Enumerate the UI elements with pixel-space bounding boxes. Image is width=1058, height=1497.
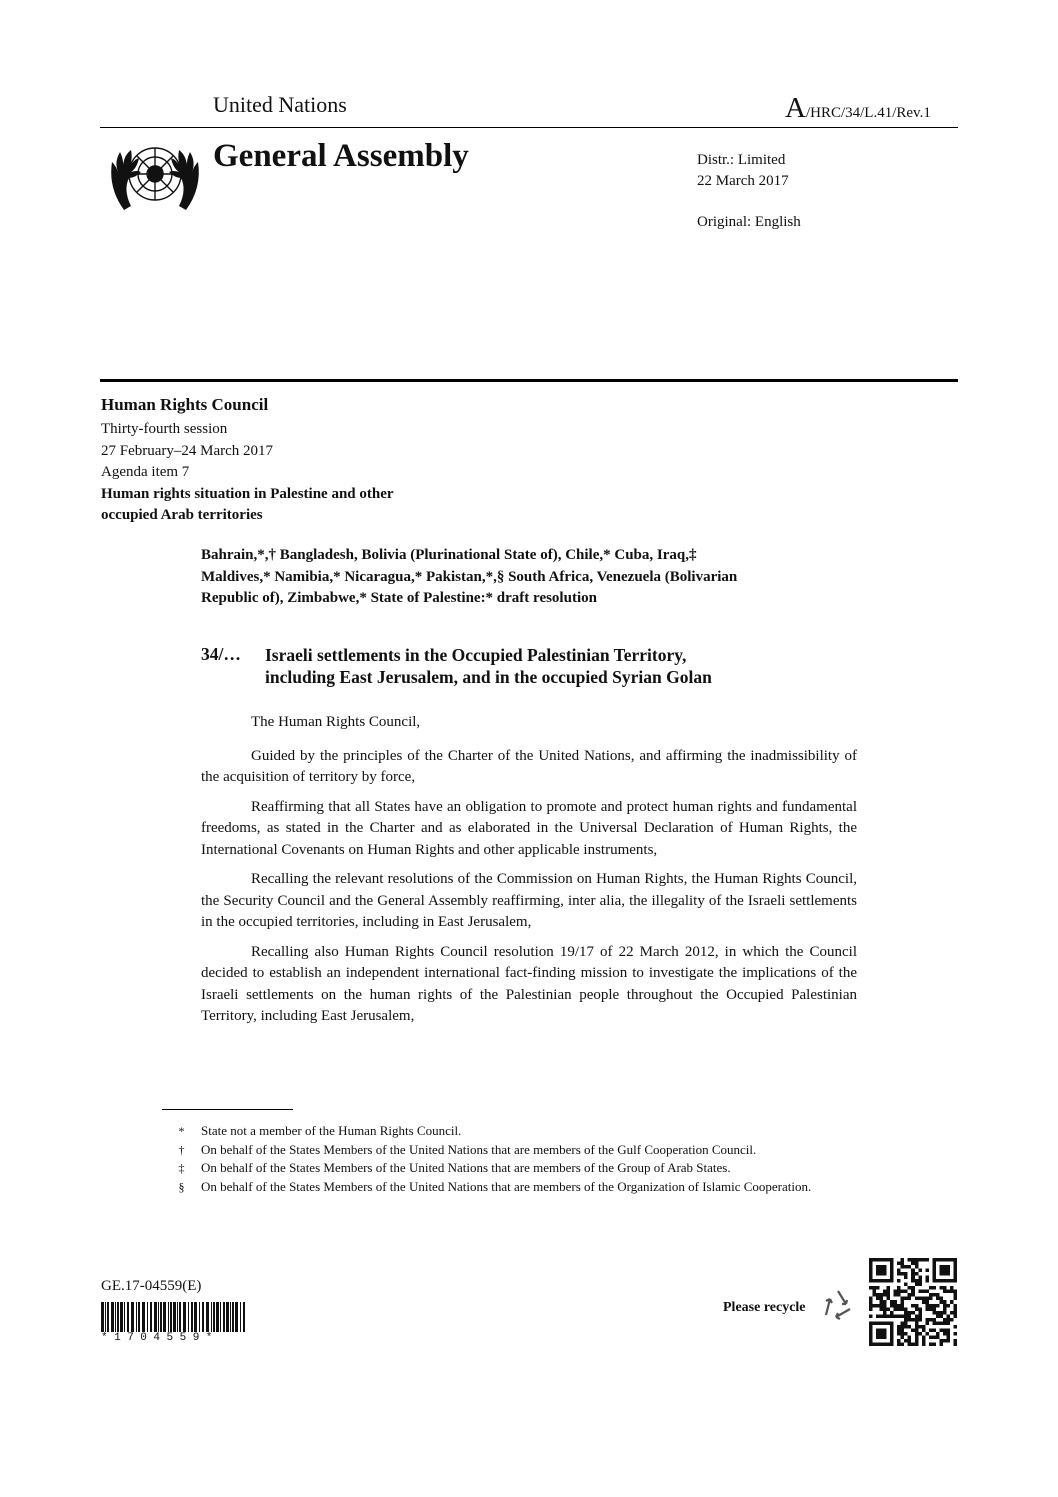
footnote [162,1178,862,1197]
resolution-number: 34/… [201,644,241,664]
footnote-mark: § [178,1179,185,1194]
footnote [162,1122,862,1141]
document-number: GE.17-04559(E) [101,1278,202,1294]
resolution-title-2: including East Jerusalem, and in the occupied Syrian Golan [265,667,712,687]
document-symbol [785,92,931,125]
session-info [101,419,394,527]
council-name: Human Rights Council [101,395,269,414]
recycle-label: Please recycle [723,1300,806,1315]
paragraph: Recalling also Human Rights Council resolution 19/17 of 22 March 2012, in which the Council decided to establish an independent international fact-finding mission to investigate the implications of the Israeli settlements on the human rights of the Palestinian people throughout the Occupied Palestinian Territory, including East Jerusalem, [201,943,857,1024]
un-emblem-icon [104,136,206,220]
qr-code-icon [869,1258,957,1346]
agenda-title-1: Human rights situation in Palestine and other [101,485,394,502]
footnote-mark: * [178,1124,185,1138]
page-title: General Assembly [213,138,469,174]
original-language: Original: English [697,214,801,230]
header-rule [100,127,958,128]
footnote [162,1141,862,1160]
resolution-body [201,712,857,1036]
footnote-text: On behalf of the States Members of the United Nations that are members of the Organization of Islamic Cooperation. [201,1178,812,1194]
issue-date: 22 March 2017 [697,173,789,189]
sponsors-line-1: Bahrain,*,† Bangladesh, Bolivia (Plurinational State of), Chile,* Cuba, Iraq,‡ [201,547,697,563]
footnote-mark: † [178,1142,185,1157]
barcode-digits: *1704559* [101,1332,219,1344]
recycle-icon [819,1287,857,1323]
sponsors-line-3: Republic of), Zimbabwe,* State of Palestine:* draft resolution [201,590,597,606]
distribution-info [697,150,789,192]
footnote [162,1159,862,1178]
agenda-title-2: occupied Arab territories [101,507,263,523]
session-dates: 27 February–24 March 2017 [101,442,274,459]
paragraph: Reaffirming that all States have an obligation to promote and protect human rights and fundamental freedoms, as stated in the Charter and as elaborated in the Universal Declaration of Human Rights, the International Covenants on Human Rights and other applicable instruments, [201,798,857,858]
resolution-title [265,644,865,688]
agenda-item: Agenda item 7 [101,464,190,480]
distr-label: Distr.: Limited [697,152,786,168]
footnote-mark: ‡ [178,1161,185,1175]
resolution-title-1: Israeli settlements in the Occupied Palestinian Territory, [265,645,687,665]
footnote-text: On behalf of the States Members of the United Nations that are members of the Gulf Cooperation Council. [201,1141,757,1157]
paragraph: Recalling the relevant resolutions of the Commission on Human Rights, the Human Rights Council, the Security Council and the General Assembly reaffirming, inter alia, the illegality of the Israeli settlements in the occupied territories, including in East Jerusalem, [201,871,857,930]
footnote-text: On behalf of the States Members of the United Nations that are members of the Group of Arab States. [201,1160,731,1175]
footnote-rule [162,1109,293,1110]
paragraph: Guided by the principles of the Charter of the United Nations, and affirming the inadmissibility of the acquisition of territory by force, [201,747,857,785]
sponsors-line-2: Maldives,* Namibia,* Nicaragua,* Pakistan,*,§ South Africa, Venezuela (Bolivarian [201,568,738,585]
barcode-icon [101,1302,249,1332]
org-name: United Nations [213,92,347,117]
opening-line: The Human Rights Council, [251,714,421,730]
footnotes [162,1122,862,1196]
sponsors-list [201,545,851,610]
session-label: Thirty-fourth session [101,421,228,437]
section-rule [100,379,958,382]
footnote-text: State not a member of the Human Rights Council. [201,1123,462,1138]
symbol-rest: /HRC/34/L.41/Rev.1 [805,105,931,121]
symbol-prefix: A [785,92,806,124]
